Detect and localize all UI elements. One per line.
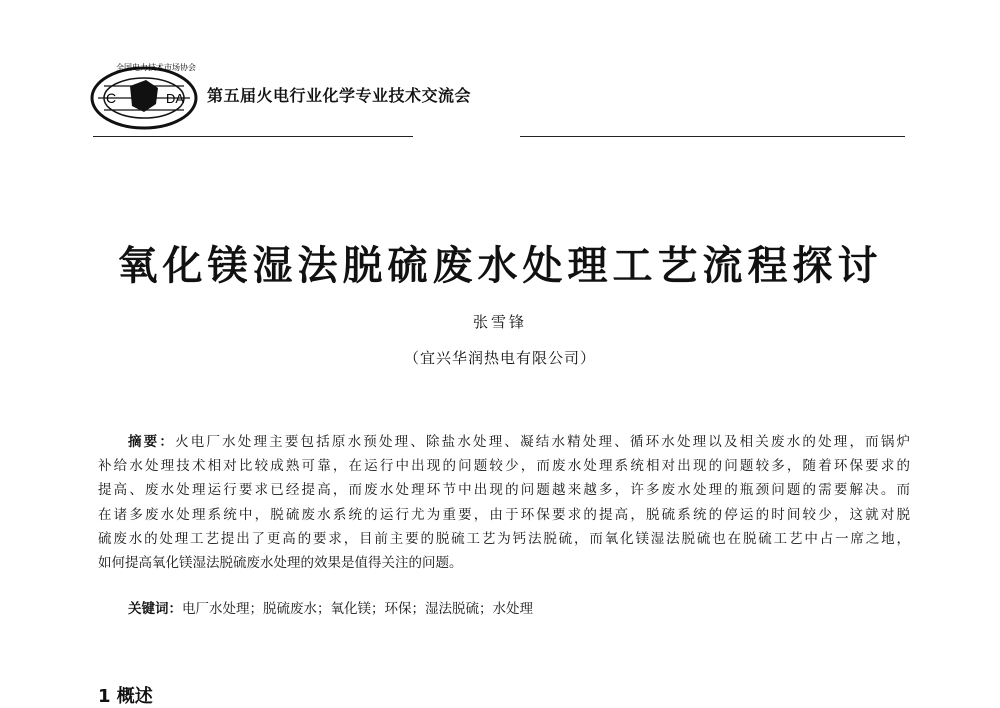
keywords-text: 电厂水处理；脱硫废水；氧化镁；环保；湿法脱硫；水处理 — [182, 601, 533, 617]
author: 张雪锋 — [472, 313, 527, 331]
header-rule — [93, 136, 413, 137]
abstract-label: 摘要： — [128, 434, 176, 450]
svg-text:全国电力技术市场协会: 全国电力技术市场协会 — [116, 63, 196, 72]
abstract-line: 如何提高氧化镁湿法脱硫废水处理的效果是值得关注的问题。 — [98, 555, 463, 572]
abstract-line: 在诸多废水处理系统中，脱硫废水系统的运行尤为重要，由于环保要求的提高，脱硫系统的停运的时间较少，这就对脱 — [98, 506, 910, 523]
section-heading: 1 概述 — [98, 686, 153, 707]
abstract-line — [98, 430, 910, 454]
affiliation: （宜兴华润热电有限公司） — [403, 349, 596, 367]
svg-text:C: C — [106, 90, 117, 106]
keywords-label: 关键词： — [128, 601, 182, 617]
abstract-line: 补给水处理技术相对比较成熟可靠，在运行中出现的问题较少，而废水处理系统相对出现的问题较多，随着环保要求的 — [98, 458, 910, 475]
abstract-line: 提高、废水处理运行要求已经提高，而废水处理环节中出现的问题越来越多，许多废水处理的瓶颈问题的需要解决。而 — [98, 482, 910, 499]
paper-title: 氧化镁湿法脱硫废水处理工艺流程探讨 — [117, 243, 883, 289]
keywords — [128, 597, 533, 617]
conference-name: 第五届火电行业化学专业技术交流会 — [207, 86, 472, 105]
abstract-line: 硫废水的处理工艺提出了更高的要求，目前主要的脱硫工艺为钙法脱硫，而氧化镁湿法脱硫也在脱硫工艺中占一席之地， — [98, 530, 910, 547]
header-rule — [520, 136, 905, 137]
abstract-text: 火电厂水处理主要包括原水预处理、除盐水处理、凝结水精处理、循环水处理以及相关废水的处理，而锅炉 — [175, 434, 911, 450]
association-logo — [86, 58, 202, 134]
abstract — [98, 430, 910, 575]
svg-text:DA: DA — [166, 91, 185, 106]
